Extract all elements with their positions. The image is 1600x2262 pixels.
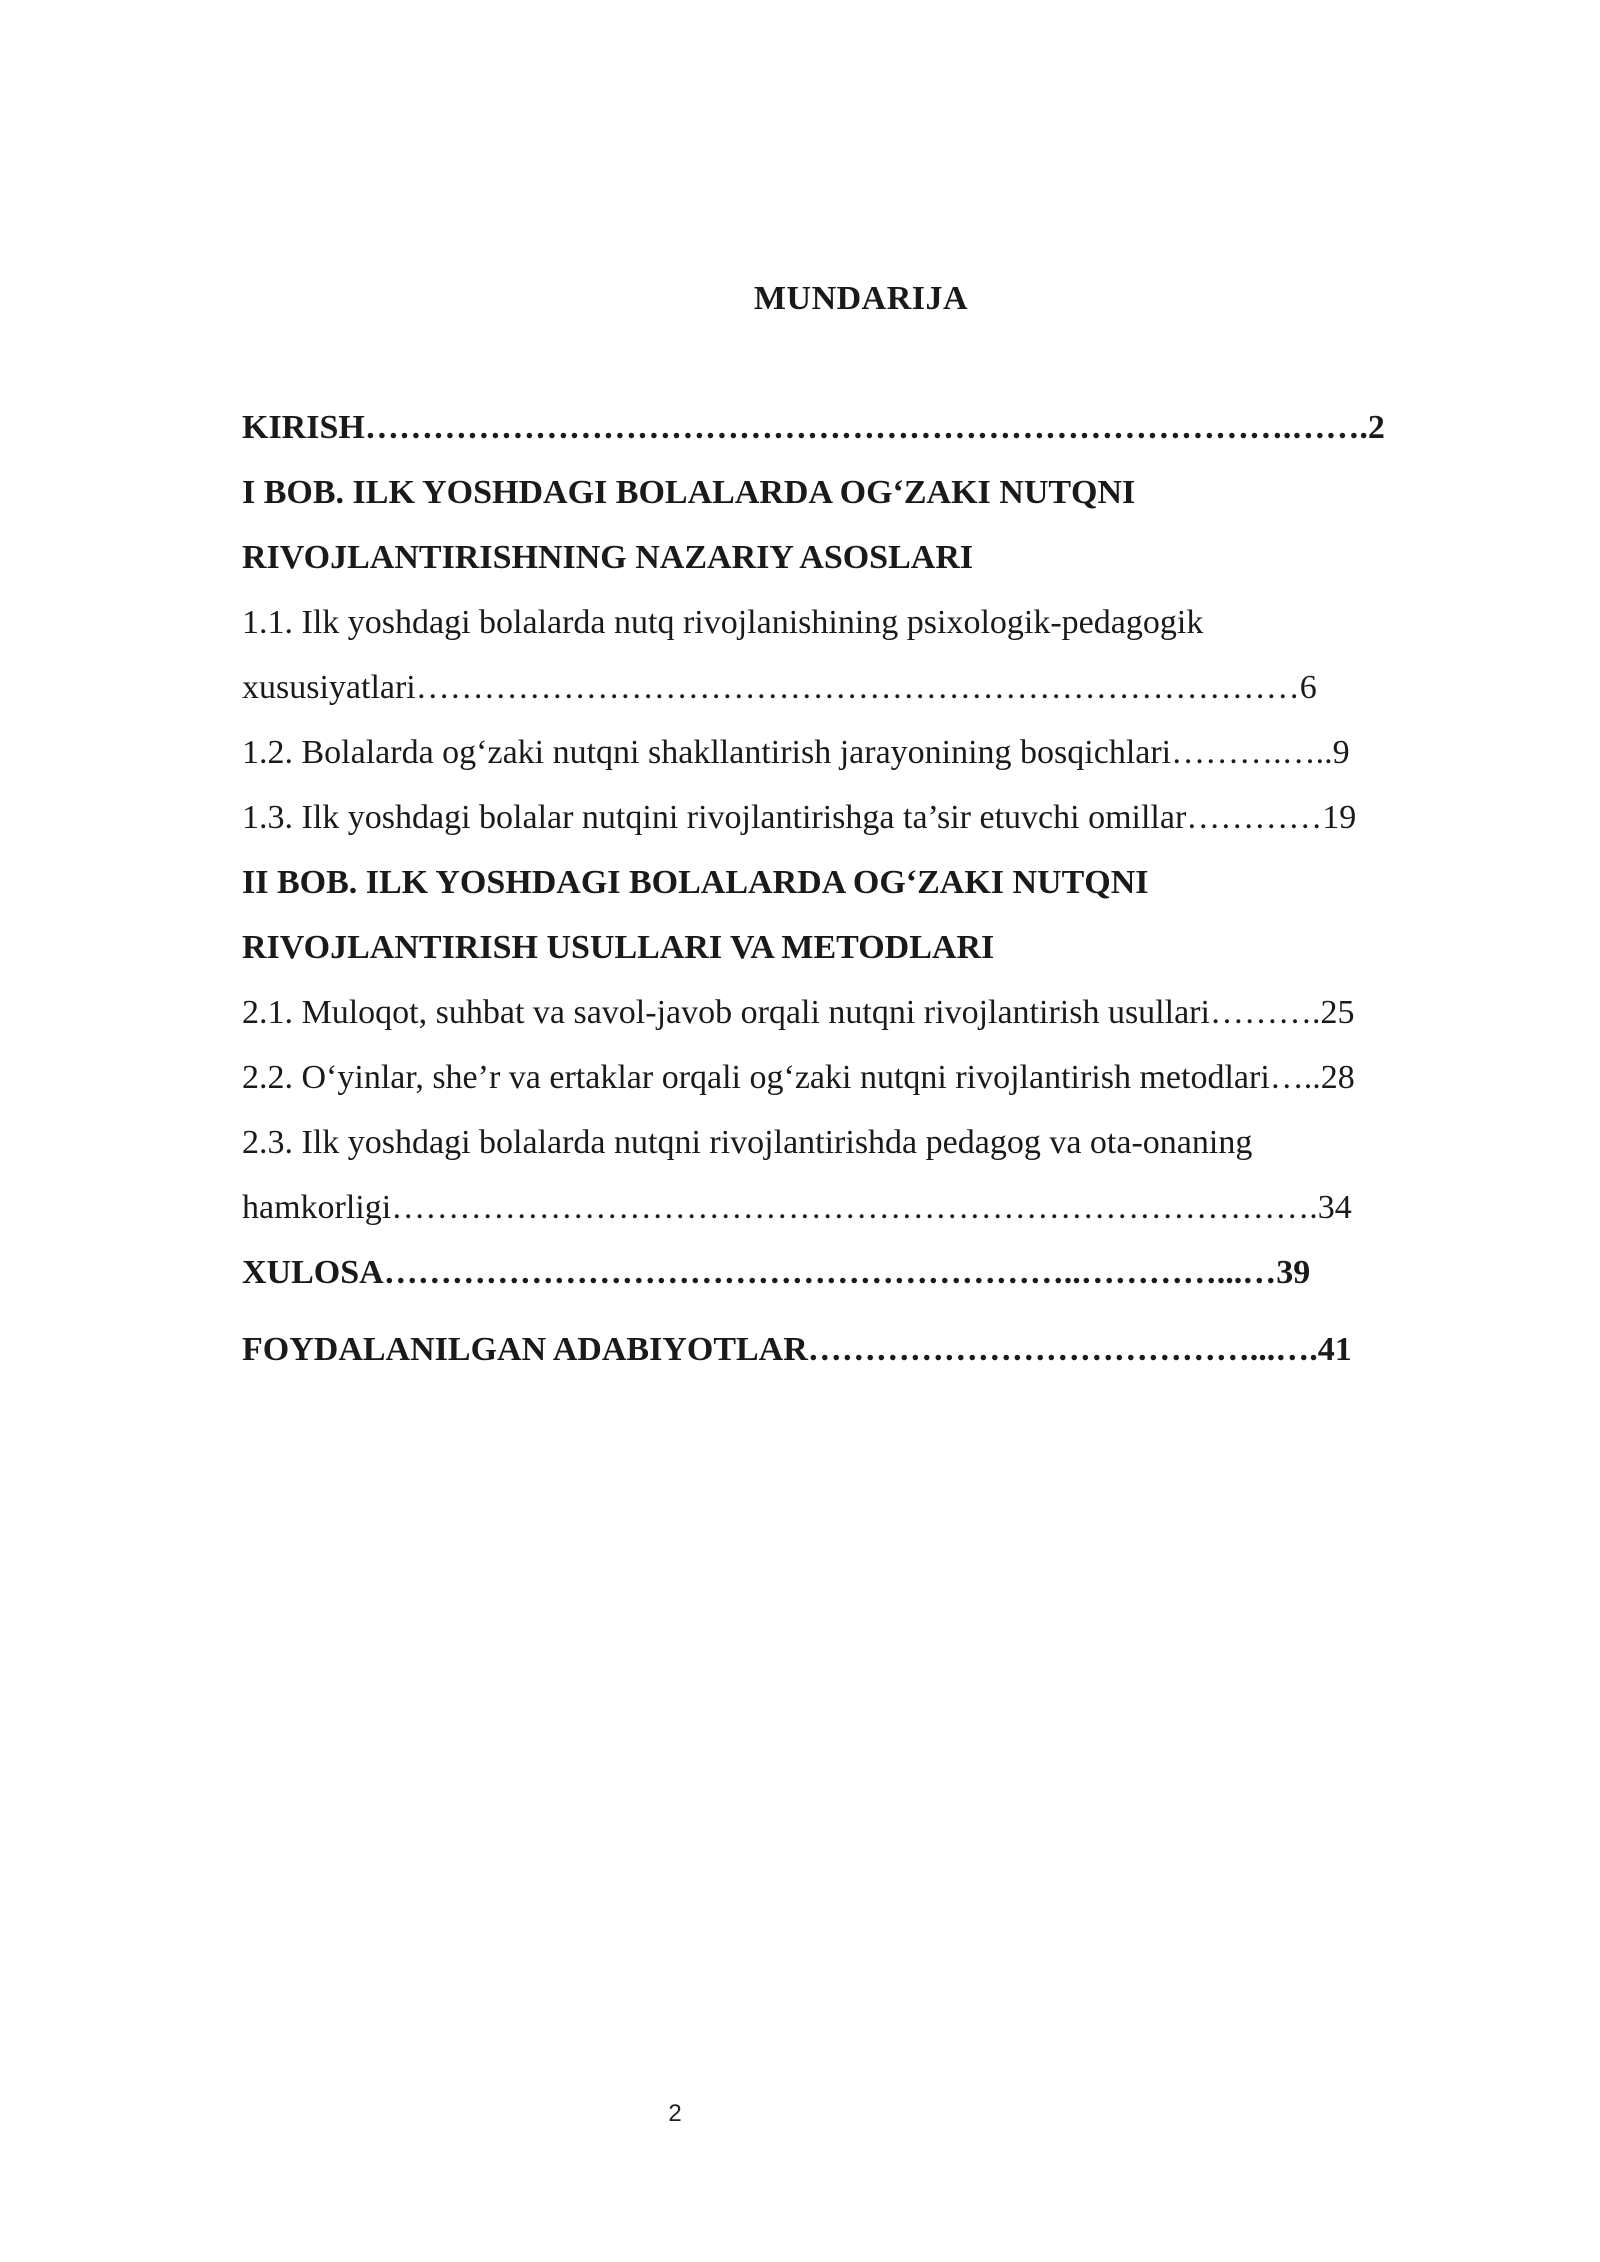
toc-entry-2-1: 2.1. Muloqot, suhbat va savol-javob orqali nutqni rivojlantirish usullari……….25	[242, 994, 1355, 1031]
toc-chapter-1-heading-line-2: RIVOJLANTIRISHNING NAZARIY ASOSLARI	[242, 539, 974, 576]
toc-chapter-2-heading-line-2: RIVOJLANTIRISH USULLARI VA METODLARI	[242, 929, 995, 966]
toc-entry-1-1-line-1: 1.1. Ilk yoshdagi bolalarda nutq rivojlanishining psixologik-pedagogik	[242, 604, 1204, 641]
toc-chapter-2-heading-line-1: II BOB. ILK YOSHDAGI BOLALARDA OG‘ZAKI NUTQNI	[242, 864, 1149, 901]
toc-entry-1-2: 1.2. Bolalarda og‘zaki nutqni shakllantirish jarayonining bosqichlari……….…..9	[242, 734, 1350, 771]
toc-entry-xulosa: XULOSA……………………………………………………..…………...…39	[242, 1254, 1311, 1291]
toc-entry-1-1-line-2: xususiyatlari……………………………………………………………………6	[242, 669, 1317, 706]
toc-entry-kirish: KIRISH……………………………………………………………………….…….2	[242, 409, 1385, 446]
toc-title: MUNDARIJA	[753, 280, 969, 317]
toc-entry-2-3-line-1: 2.3. Ilk yoshdagi bolalarda nutqni rivojlantirishda pedagog va ota-onaning	[242, 1124, 1253, 1161]
toc-chapter-1-heading-line-1: I BOB. ILK YOSHDAGI BOLALARDA OG‘ZAKI NUTQNI	[242, 474, 1136, 511]
toc-entry-1-3: 1.3. Ilk yoshdagi bolalar nutqini rivojlantirishga ta’sir etuvchi omillar…………19	[242, 799, 1357, 836]
toc-entry-2-2: 2.2. O‘yinlar, she’r va ertaklar orqali og‘zaki nutqni rivojlantirish metodlari…..28	[242, 1059, 1355, 1096]
page-number: 2	[668, 2100, 682, 2127]
toc-entry-adabiyotlar: FOYDALANILGAN ADABIYOTLAR…………………………………...….41	[242, 1331, 1352, 1368]
toc-entry-2-3-line-2: hamkorligi……………………………………………………………………….34	[242, 1189, 1352, 1226]
